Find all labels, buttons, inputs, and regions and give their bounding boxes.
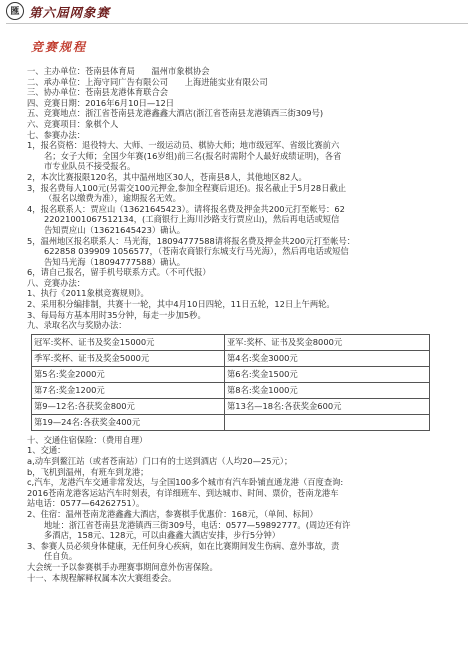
text-line: 多酒店，158元、128元，可以由鑫鑫大酒店安排，步行5分钟） xyxy=(44,530,281,541)
document-body xyxy=(27,66,447,583)
table-row xyxy=(32,350,430,366)
text-line: 名；女子大师；全国少年赛(16岁组)前三名(报名时需附个人最好成绩证明)，各省 xyxy=(44,150,342,161)
text-line: 2、采用积分编排制，共赛十一轮，其中4月10日四轮，11日五轮，12日上午两轮。 xyxy=(27,299,335,310)
text-line: 大会统一予以参赛棋手办理赛事期间意外伤害保险。 xyxy=(27,561,218,572)
text-line: 2、住宿：温州苍南龙港鑫鑫大酒店，参赛棋手优惠价：168元，（单间、标间） xyxy=(27,509,318,519)
text-line: 三、协办单位：苍南县龙港体育联合会 xyxy=(27,87,169,98)
text-line: 六、竞赛项目：象棋个人 xyxy=(27,118,119,129)
text-line: 四、竞赛日期：2016年6月10日—12日 xyxy=(27,97,175,108)
text-line: 告知贾应山（13621645423）确认。 xyxy=(44,224,186,235)
award-cell: 亚军:奖杯、证书及奖金8000元 xyxy=(225,334,430,350)
award-cell: 第6名:奖金1500元 xyxy=(225,366,430,382)
text-line: 22021001067512134，(工商银行上海川沙路支行贾应山)，然后再电话或短信 xyxy=(44,214,340,225)
award-cell: 第13名—18名:各获奖金600元 xyxy=(225,398,430,414)
text-line: 3、参赛人员必须身体健康，无任何身心疾病，如在比赛期间发生伤病、意外事故，责 xyxy=(27,540,340,551)
text-line: 622858 039909 1056577，（苍南农商银行东城支行马光海），然后再电话或短信 xyxy=(44,246,349,257)
award-cell: 第9—12名:各获奖金800元 xyxy=(32,398,225,414)
text-line: 地址：浙江省苍南县龙港镇西三街309号，电话：0577—59892777。(周边还有许 xyxy=(44,519,351,530)
text-line: 五、竞赛地点：浙江省苍南县龙港鑫鑫大酒店(浙江省苍南县龙港镇西三街309号) xyxy=(27,108,324,119)
text-line: 2，本次比赛报限120名，其中温州地区30人，苍南县8人，其他地区82人。 xyxy=(27,171,307,182)
award-cell: 季军:奖杯、证书及奖金5000元 xyxy=(32,350,225,366)
award-cell: 第8名:奖金1000元 xyxy=(225,382,430,398)
text-line: 七、参赛办法： xyxy=(27,129,86,140)
text-line: 二、承办单位：上海守同广告有限公司 上海进能实业有限公司 xyxy=(27,76,268,87)
table-row xyxy=(32,366,430,382)
text-line: 3，报名费每人100元(另需交100元押金,参加全程赛后退还)。报名截止于5月28日截止 xyxy=(27,182,347,193)
text-line: 1，报名资格：退役特大、大师、一级运动员、棋协大师；地市级冠军、省级比赛前六 xyxy=(27,140,340,151)
text-line: 九、录取名次与奖励办法： xyxy=(27,320,127,331)
text-line: （报名以缴费为准），逾期报名无效。 xyxy=(44,193,181,204)
award-cell: 第7名:奖金1200元 xyxy=(32,382,225,398)
awards-table xyxy=(31,334,430,431)
text-line: 2016苍南龙港客运站汽车时刻表，有详细班车、到达城市、时间、票价，苍南龙港车 xyxy=(27,487,339,498)
award-cell: 第19—24名:各获奖金400元 xyxy=(32,414,225,430)
text-line: 告知马光海（18094777588）确认。 xyxy=(44,256,186,267)
award-cell: 冠军:奖杯、证书及奖金15000元 xyxy=(32,334,225,350)
award-cell xyxy=(225,414,430,430)
table-row xyxy=(32,382,430,398)
text-line: 十、交通住宿保险：（费用自理） xyxy=(27,434,148,445)
text-line: b，飞机到温州，有班车到龙港； xyxy=(27,466,149,477)
table-row xyxy=(32,334,430,350)
text-line: 4，报名联系人：贾应山（13621645423）。请将报名费及押金共200元打至帐号：62 xyxy=(27,203,345,214)
text-line: 6，请自己报名，留手机号联系方式。（不可代报） xyxy=(27,267,211,278)
text-line: 5，温州地区报名联系人：马光海，18094777588请将报名费及押金共200元打至帐号： xyxy=(27,235,356,246)
text-line: a,动车到鳌江站（或者苍南站）门口有的士送到酒店（人均20—25元）； xyxy=(27,456,293,467)
text-line: 1、执行《2011象棋竞赛规则》。 xyxy=(27,288,149,299)
award-cell: 第5名:奖金2000元 xyxy=(32,366,225,382)
table-row xyxy=(32,398,430,414)
text-line: 八、竞赛办法： xyxy=(27,277,86,288)
text-line: 市专业队员不接受报名。 xyxy=(44,161,136,172)
text-line: c,汽车，龙港汽车交通非常发达，与全国100多个城市有汽车卧铺直通龙港（百度查询: xyxy=(27,477,344,488)
text-line: 3、每局每方基本用时35分钟，每走一步加5秒。 xyxy=(27,309,206,320)
site-title[interactable]: 第六屆网象赛 xyxy=(29,5,111,20)
site-logo[interactable]: 匯 xyxy=(6,2,24,20)
table-row xyxy=(32,414,430,430)
text-line: 1、交通： xyxy=(27,445,66,456)
site-header xyxy=(0,0,474,24)
document-title: 竞赛规程 xyxy=(31,40,88,54)
text-line: 十一、本规程解释权属本次大赛组委会。 xyxy=(27,572,177,583)
text-line: 任自负。 xyxy=(44,551,78,562)
award-cell: 第4名:奖金3000元 xyxy=(225,350,430,366)
header-divider xyxy=(6,23,468,24)
text-line: 一、主办单位：苍南县体育局 温州市象棋协会 xyxy=(27,66,210,76)
text-line: 站电话：0577—64262751）。 xyxy=(27,498,145,509)
